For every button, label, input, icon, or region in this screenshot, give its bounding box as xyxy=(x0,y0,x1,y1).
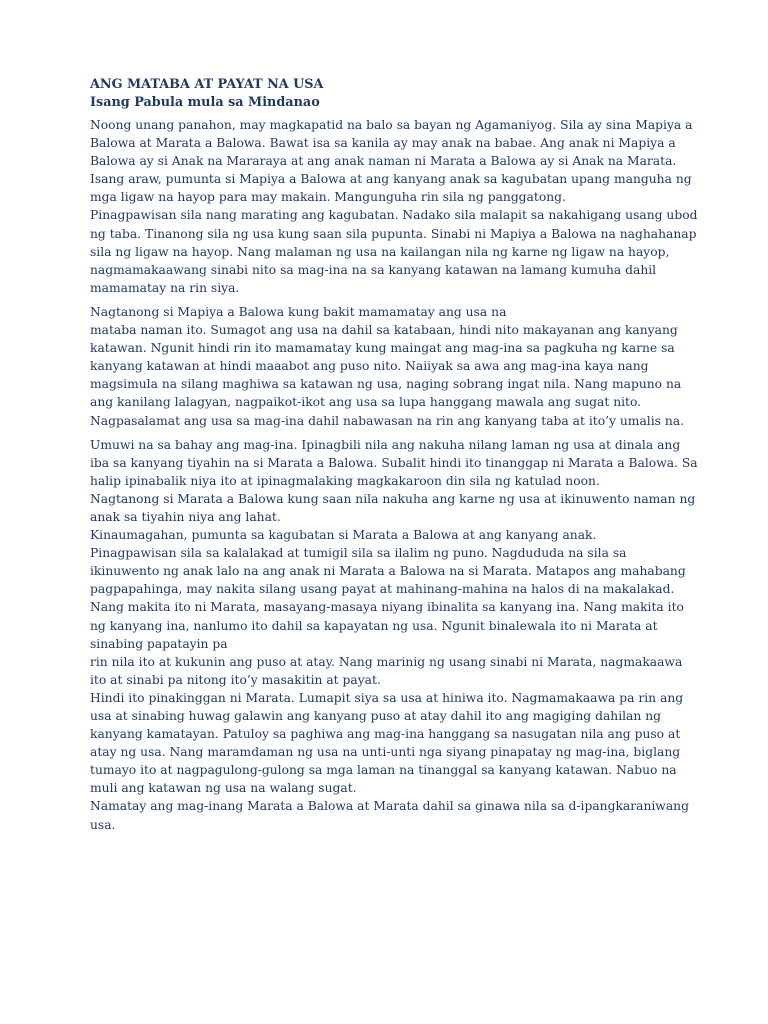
text-line: Isang araw, pumunta si Mapiya a Balowa at ang kanyang anak sa kagubatan upang manguha ng xyxy=(90,172,692,187)
text-line: Nang makita ito ni Marata, masayang-masaya niyang ibinalita sa kanyang ina. Nang makita ito xyxy=(90,600,684,615)
document-title: ANG MATABA AT PAYAT NA USA xyxy=(90,77,324,92)
text-line: halip ipinabalik niya ito at ipinagmalaking magkakaroon din sila ng katulad noon. xyxy=(90,473,600,488)
text-line: Nagpasalamat ang usa sa mag-ina dahil nabawasan na rin ang kanyang taba at ito’y umalis na. xyxy=(90,413,685,428)
text-line: Noong unang panahon, may magkapatid na balo sa bayan ng Agamaniyog. Sila ay sina Mapiya a xyxy=(90,118,693,132)
text-line: Pinagpawisan sila sa kalalakad at tumigil sila sa ilalim ng puno. Nagdududa na sila sa xyxy=(90,546,627,561)
document-subtitle: Isang Pabula mula sa Mindanao xyxy=(90,95,320,110)
text-line: muli ang katawan ng usa na walang sugat. xyxy=(90,781,357,796)
text-line: mamamatay na rin siya. xyxy=(90,280,240,295)
text-line: katawan. Ngunit hindi rin ito mamamatay kung maingat ang mag-ina sa pagkuha ng karne sa xyxy=(90,341,675,356)
text-line: rin nila ito at kukunin ang puso at atay. Nang marinig ng usang sinabi ni Marata, nagmakaawa xyxy=(90,654,683,669)
document-body xyxy=(90,116,698,834)
text-line: ng taba. Tinanong sila ng usa kung saan sila pupunta. Sinabi ni Mapiya a Balowa na naghahanap xyxy=(90,226,697,241)
paragraph-block xyxy=(90,116,698,297)
text-line: usa at sinabing huwag galawin ang kanyang puso at atay dahil ito ang magiging dahilan ng xyxy=(90,709,662,723)
text-line: Nagtanong si Marata a Balowa kung saan nila nakuha ang karne ng usa at ikinuwento naman ng xyxy=(90,491,696,506)
text-line: atay ng usa. Nang maramdaman ng usa na unti-unti nga siyang pinapatay ng mag-ina, biglang xyxy=(90,745,681,760)
text-line: ang kanilang lalagyan, nagpaikot-ikot ang usa sa lupa hanggang mawala ang sugat nito. xyxy=(90,395,642,410)
text-line: Balowa ay si Anak na Mararaya at ang anak naman ni Marata a Balowa ay si Anak na Marata. xyxy=(90,154,677,169)
text-line: sinabing papatayin pa xyxy=(90,636,228,651)
text-line: Pinagpawisan sila nang marating ang kagubatan. Nadako sila malapit sa nakahigang usang ubod xyxy=(90,208,698,223)
text-line: magsimula na silang maghiwa sa katawan ng usa, naging sobrang ingat nila. Nang mapuno na xyxy=(90,377,682,392)
text-line: nagmamakaawang sinabi nito sa mag-ina na sa kanyang katawan na lamang kumuha dahil xyxy=(90,262,657,277)
text-line: Kinaumagahan, pumunta sa kagubatan si Marata a Balowa at ang kanyang anak. xyxy=(90,528,597,543)
text-line: pagpapahinga, may nakita silang usang payat at mahinang-mahina na halos di na makalakad. xyxy=(90,582,675,597)
paragraph-block xyxy=(90,303,690,430)
text-line: Nagtanong si Mapiya a Balowa kung bakit mamamatay ang usa na xyxy=(90,304,507,319)
text-line: Namatay ang mag-inang Marata a Balowa at Marata dahil sa ginawa nila sa d-ipangkaraniwang xyxy=(90,799,689,814)
text-line: mataba naman ito. Sumagot ang usa na dahil sa katabaan, hindi nito makayanan ang kanyang xyxy=(90,323,678,338)
text-line: sila ng ligaw na hayop. Nang malaman ng usa na kailangan nila ng karne ng ligaw na hayop, xyxy=(90,244,670,259)
text-line: ito at sinabi pa nitong ito’y masakitin at payat. xyxy=(90,672,381,687)
text-line: ikinuwento ng anak lalo na ang anak ni Marata a Balowa na si Marata. Matapos ang mahabang xyxy=(90,564,686,579)
paragraph-block xyxy=(90,436,698,834)
text-line: ng kanyang ina, nanlumo ito dahil sa kapayatan ng usa. Ngunit binalewala ito ni Marata at xyxy=(90,618,658,633)
text-line: Umuwi na sa bahay ang mag-ina. Ipinagbili nila ang nakuha nilang laman ng usa at dinala ang xyxy=(90,437,681,452)
text-line: kanyang katawan at hindi maaabot ang puso nito. Naiiyak sa awa ang mag-ina kaya nang xyxy=(90,359,649,374)
text-line: usa. xyxy=(90,817,116,832)
text-line: iba sa kanyang tiyahin na si Marata a Balowa. Subalit hindi ito tinanggap ni Marata a Balowa. Sa xyxy=(90,455,698,470)
document-page xyxy=(90,76,698,840)
text-line: Balowa at Marata a Balowa. Bawat isa sa kanila ay may anak na babae. Ang anak ni Mapiya a xyxy=(90,136,676,151)
text-line: anak sa tiyahin niya ang lahat. xyxy=(90,509,281,524)
text-line: Hindi ito pinakinggan ni Marata. Lumapit siya sa usa at hiniwa ito. Nagmamakaawa pa rin ang xyxy=(90,690,684,705)
text-line: tumayo ito at nagpagulong-gulong sa mga laman na tinanggal sa kanyang katawan. Nabuo na xyxy=(90,763,677,778)
text-line: mga ligaw na hayop para may makain. Mangunguha rin sila ng panggatong. xyxy=(90,190,566,205)
text-line: kanyang kamatayan. Patuloy sa paghiwa ang mag-ina hanggang sa nasugatan nila ang puso at xyxy=(90,727,681,742)
